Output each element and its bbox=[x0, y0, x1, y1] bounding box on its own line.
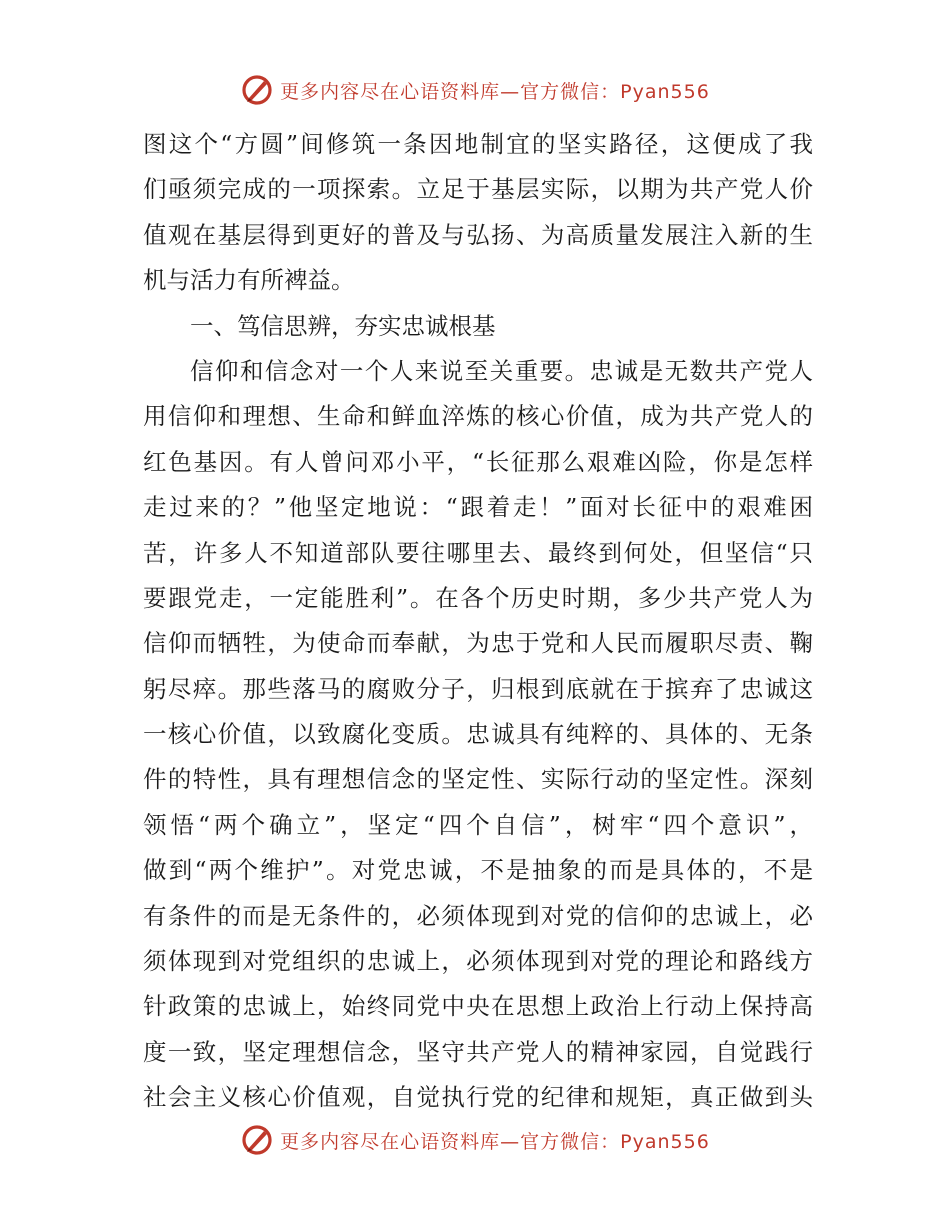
pen-circle-logo-icon bbox=[240, 73, 274, 107]
header-watermark-banner bbox=[0, 70, 950, 110]
header-banner-text: 更多内容尽在心语资料库—官方微信：Pyan556 bbox=[280, 80, 710, 103]
text-line: 躬尽瘁。那些落马的腐败分子，归根到底就在于摈弃了忠诚这 bbox=[143, 674, 813, 703]
text-line: 件的特性，具有理想信念的坚定性、实际行动的坚定性。深刻 bbox=[143, 765, 813, 794]
pen-circle-logo-icon bbox=[240, 1123, 274, 1157]
text-line: 图这个“方圆”间修筑一条因地制宜的坚实路径，这便成了我 bbox=[143, 130, 813, 158]
text-line: 们亟须完成的一项探索。立足于基层实际，以期为共产党人价 bbox=[143, 175, 813, 204]
text-line: 用信仰和理想、生命和鲜血淬炼的核心价值，成为共产党人的 bbox=[143, 402, 813, 431]
text-line: 信仰而牺牲，为使命而奉献，为忠于党和人民而履职尽责、鞠 bbox=[143, 629, 813, 658]
document-body bbox=[143, 122, 813, 1121]
text-line: 红色基因。有人曾问邓小平，“长征那么艰难凶险，你是怎样 bbox=[143, 447, 813, 476]
text-line: 度一致，坚定理想信念，坚守共产党人的精神家园，自觉践行 bbox=[143, 1037, 813, 1066]
text-line: 机与活力有所裨益。 bbox=[143, 266, 355, 295]
text-line: 走过来的？”他坚定地说：“跟着走！”面对长征中的艰难困 bbox=[143, 493, 813, 522]
paragraph bbox=[143, 349, 813, 1121]
paragraph bbox=[143, 122, 813, 304]
text-line: 做到“两个维护”。对党忠诚，不是抽象的而是具体的，不是 bbox=[143, 856, 813, 885]
footer-watermark-banner bbox=[0, 1120, 950, 1160]
text-line: 信仰和信念对一个人来说至关重要。忠诚是无数共产党人 bbox=[190, 356, 813, 385]
text-line: 一核心价值，以致腐化变质。忠诚具有纯粹的、具体的、无条 bbox=[143, 720, 813, 749]
text-line: 领悟“两个确立”，坚定“四个自信”，树牢“四个意识”， bbox=[143, 810, 813, 839]
text-line: 要跟党走，一定能胜利”。在各个历史时期，多少共产党人为 bbox=[143, 583, 813, 612]
footer-banner-text: 更多内容尽在心语资料库—官方微信：Pyan556 bbox=[280, 1130, 710, 1153]
text-line: 一、笃信思辨，夯实忠诚根基 bbox=[190, 311, 496, 340]
text-line: 值观在基层得到更好的普及与弘扬、为高质量发展注入新的生 bbox=[143, 220, 813, 249]
text-line: 有条件的而是无条件的，必须体现到对党的信仰的忠诚上，必 bbox=[143, 901, 813, 930]
text-line: 须体现到对党组织的忠诚上，必须体现到对党的理论和路线方 bbox=[143, 947, 813, 976]
text-line: 苦，许多人不知道部队要往哪里去、最终到何处，但坚信“只 bbox=[143, 538, 813, 567]
paragraph bbox=[143, 304, 813, 349]
text-line: 针政策的忠诚上，始终同党中央在思想上政治上行动上保持高 bbox=[143, 992, 813, 1021]
text-line: 社会主义核心价值观，自觉执行党的纪律和规矩，真正做到头 bbox=[143, 1083, 813, 1112]
